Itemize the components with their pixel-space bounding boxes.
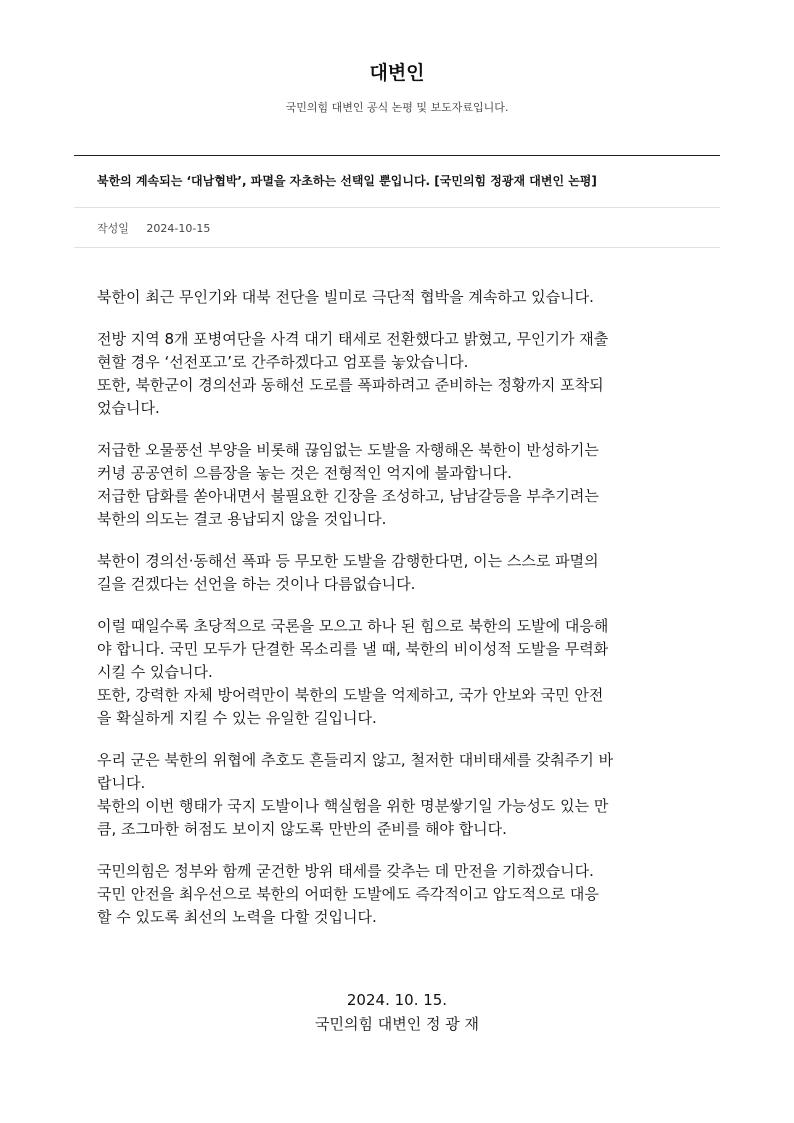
- body-line: 었습니다.: [97, 399, 160, 417]
- body-line: 커녕 공공연히 으름장을 놓는 것은 전형적인 억지에 불과합니다.: [97, 464, 512, 482]
- body-paragraph: [97, 286, 697, 309]
- body-line: 북한의 이번 행태가 국지 도발이나 핵실험을 위한 명분쌓기일 가능성도 있는 만: [97, 797, 609, 815]
- site-subtitle: 국민의힘 대변인 공식 논평 및 보도자료입니다.: [285, 101, 509, 114]
- body-line: 현할 경우 ‘선전포고’로 간주하겠다고 엄포를 놓았습니다.: [97, 353, 469, 371]
- body-line: 또한, 강력한 자체 방어력만이 북한의 도발을 억제하고, 국가 안보와 국민 안전: [97, 686, 604, 704]
- body-line: 랍니다.: [97, 774, 146, 792]
- body-line: 저급한 담화를 쏟아내면서 불필요한 긴장을 조성하고, 남남갈등을 부추기려는: [97, 487, 599, 505]
- article-meta: [97, 220, 210, 236]
- body-paragraph: [97, 328, 697, 420]
- body-line: 또한, 북한군이 경의선과 동해선 도로를 폭파하려고 준비하는 정황까지 포착되: [97, 376, 604, 394]
- date-label: 작성일: [97, 222, 129, 235]
- signature-block: [0, 988, 794, 1036]
- body-paragraph: [97, 439, 697, 531]
- article-title: 북한의 계속되는 ‘대남협박’, 파멸을 자초하는 선택일 뿐입니다. [국민의힘 정광재 대변인 논평]: [97, 174, 597, 188]
- body-line: 시킬 수 있습니다.: [97, 663, 213, 681]
- body-paragraph: [97, 749, 697, 841]
- title-divider: [74, 207, 720, 208]
- body-line: 큼, 조그마한 허점도 보이지 않도록 만반의 준비를 해야 합니다.: [97, 820, 507, 838]
- body-line: 할 수 있도록 최선의 노력을 다할 것입니다.: [97, 908, 377, 926]
- article-body: [97, 286, 697, 948]
- site-title: 대변인: [369, 62, 425, 84]
- body-line: 저급한 오물풍선 부양을 비롯해 끊임없는 도발을 자행해온 북한이 반성하기는: [97, 441, 599, 459]
- body-line: 국민 안전을 최우선으로 북한의 어떠한 도발에도 즉각적이고 압도적으로 대응: [97, 885, 599, 903]
- header-divider: [74, 155, 720, 156]
- body-line: 전방 지역 8개 포병여단을 사격 대기 태세로 전환했다고 밝혔고, 무인기가 재출: [97, 330, 609, 348]
- meta-divider: [74, 247, 720, 248]
- body-paragraph: [97, 860, 697, 929]
- body-line: 이럴 때일수록 초당적으로 국론을 모으고 하나 된 힘으로 북한의 도발에 대응해: [97, 617, 609, 635]
- body-line: 을 확실하게 지킬 수 있는 유일한 길입니다.: [97, 709, 377, 727]
- body-line: 국민의힘은 정부와 함께 굳건한 방위 태세를 갖추는 데 만전을 기하겠습니다.: [97, 862, 594, 880]
- signature-date: 2024. 10. 15.: [346, 991, 448, 1009]
- body-line: 북한의 의도는 결코 용납되지 않을 것입니다.: [97, 510, 387, 528]
- date-value: 2024-10-15: [146, 222, 211, 235]
- body-line: 야 합니다. 국민 모두가 단결한 목소리를 낼 때, 북한의 비이성적 도발을 무력화: [97, 640, 609, 658]
- signature-name: 국민의힘 대변인 정 광 재: [315, 1015, 479, 1033]
- body-line: 길을 걷겠다는 선언을 하는 것이나 다름없습니다.: [97, 575, 416, 593]
- body-paragraph: [97, 615, 697, 730]
- body-line: 북한이 최근 무인기와 대북 전단을 빌미로 극단적 협박을 계속하고 있습니다.: [97, 288, 594, 306]
- body-line: 우리 군은 북한의 위협에 추호도 흔들리지 않고, 철저한 대비태세를 갖춰주기 바: [97, 751, 614, 769]
- body-line: 북한이 경의선·동해선 폭파 등 무모한 도발을 감행한다면, 이는 스스로 파멸의: [97, 552, 599, 570]
- body-paragraph: [97, 550, 697, 596]
